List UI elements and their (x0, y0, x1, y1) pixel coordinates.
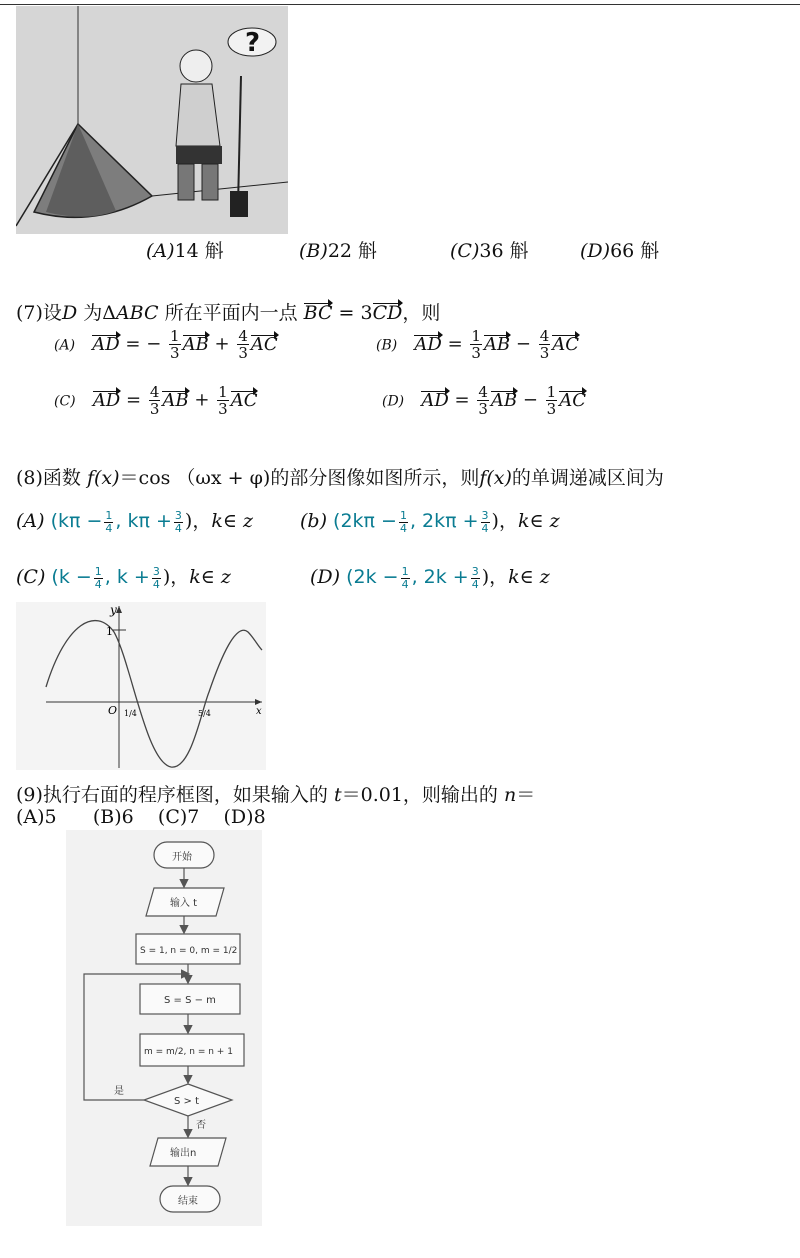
q9-stem: (9)执行右面的程序框图，如果输入的 t＝0.01，则输出的 n＝ (16, 784, 536, 806)
tick-label-quarter: 1/4 (124, 709, 137, 718)
y-label: y (110, 603, 117, 617)
tick-label-five-quarters: 5/4 (198, 709, 211, 718)
q8-stem: (8)函数 f(x)＝cos （ωx + φ)的部分图像如图所示，则f(x)的单调递减区间为 (16, 467, 664, 489)
y-one-label: 1 (106, 625, 113, 638)
flow-yes-label: 是 (114, 1086, 124, 1097)
q8-option-b: (b) (2kπ − $\frac{1}{4}$ , 2kπ + $\frac{3}{4}$ )，k∈ z (300, 508, 560, 535)
q7-option-d: (D) AD = $\frac{4}{3}$ AB − $\frac{1}{3}$ AC (382, 383, 586, 418)
q9-options: (A)5 (B)6 (C)7 (D)8 (16, 806, 266, 828)
origin-label: O (108, 704, 118, 717)
flow-cond-label: S > t (174, 1096, 200, 1107)
flow-no-label: 否 (196, 1120, 206, 1131)
q6-option-c: (C)36 斛 (450, 240, 529, 262)
flowchart (66, 830, 262, 1226)
cosine-curve (46, 621, 262, 768)
x-label: x (256, 706, 262, 717)
flow-init-label: S = 1, n = 0, m = 1/2 (140, 946, 238, 956)
top-rule (0, 4, 800, 5)
flow-input-label: 输入 t (170, 898, 198, 909)
grain-pile-illustration (16, 6, 288, 234)
q6-option-a: (A)14 斛 (146, 240, 224, 262)
svg-text:?: ? (245, 28, 261, 58)
q8-option-a: (A) (kπ − $\frac{1}{4}$ , kπ + $\frac{3}{4}$ )，k∈ z (16, 508, 253, 535)
flow-step2-label: m = m/2, n = n + 1 (144, 1047, 233, 1057)
q8-option-d: (D) (2k − $\frac{1}{4}$ , 2k + $\frac{3}{4}$ )，k∈ z (310, 564, 550, 591)
flow-output-label: 输出n (170, 1148, 197, 1159)
q7-stem: (7)设D 为ΔABC 所在平面内一点 BC = 3CD，则 (16, 302, 441, 324)
q6-option-b: (B)22 斛 (299, 240, 378, 262)
q7-option-a: (A) AD = − $\frac{1}{3}$ AB + $\frac{4}{3}$ AC (54, 327, 278, 362)
q8-option-c: (C) (k − $\frac{1}{4}$ , k + $\frac{3}{4}$ )，k∈ z (16, 564, 231, 591)
q6-option-d: (D)66 斛 (580, 240, 660, 262)
flow-start-label: 开始 (172, 852, 192, 863)
flow-end-label: 结束 (178, 1196, 198, 1207)
q7-option-b: (B) AD = $\frac{1}{3}$ AB − $\frac{4}{3}$ AC (376, 327, 580, 362)
flow-step1-label: S = S − m (164, 995, 216, 1006)
cosine-graph (16, 602, 266, 770)
q7-option-c: (C) AD = $\frac{4}{3}$ AB + $\frac{1}{3}$ AC (54, 383, 258, 418)
